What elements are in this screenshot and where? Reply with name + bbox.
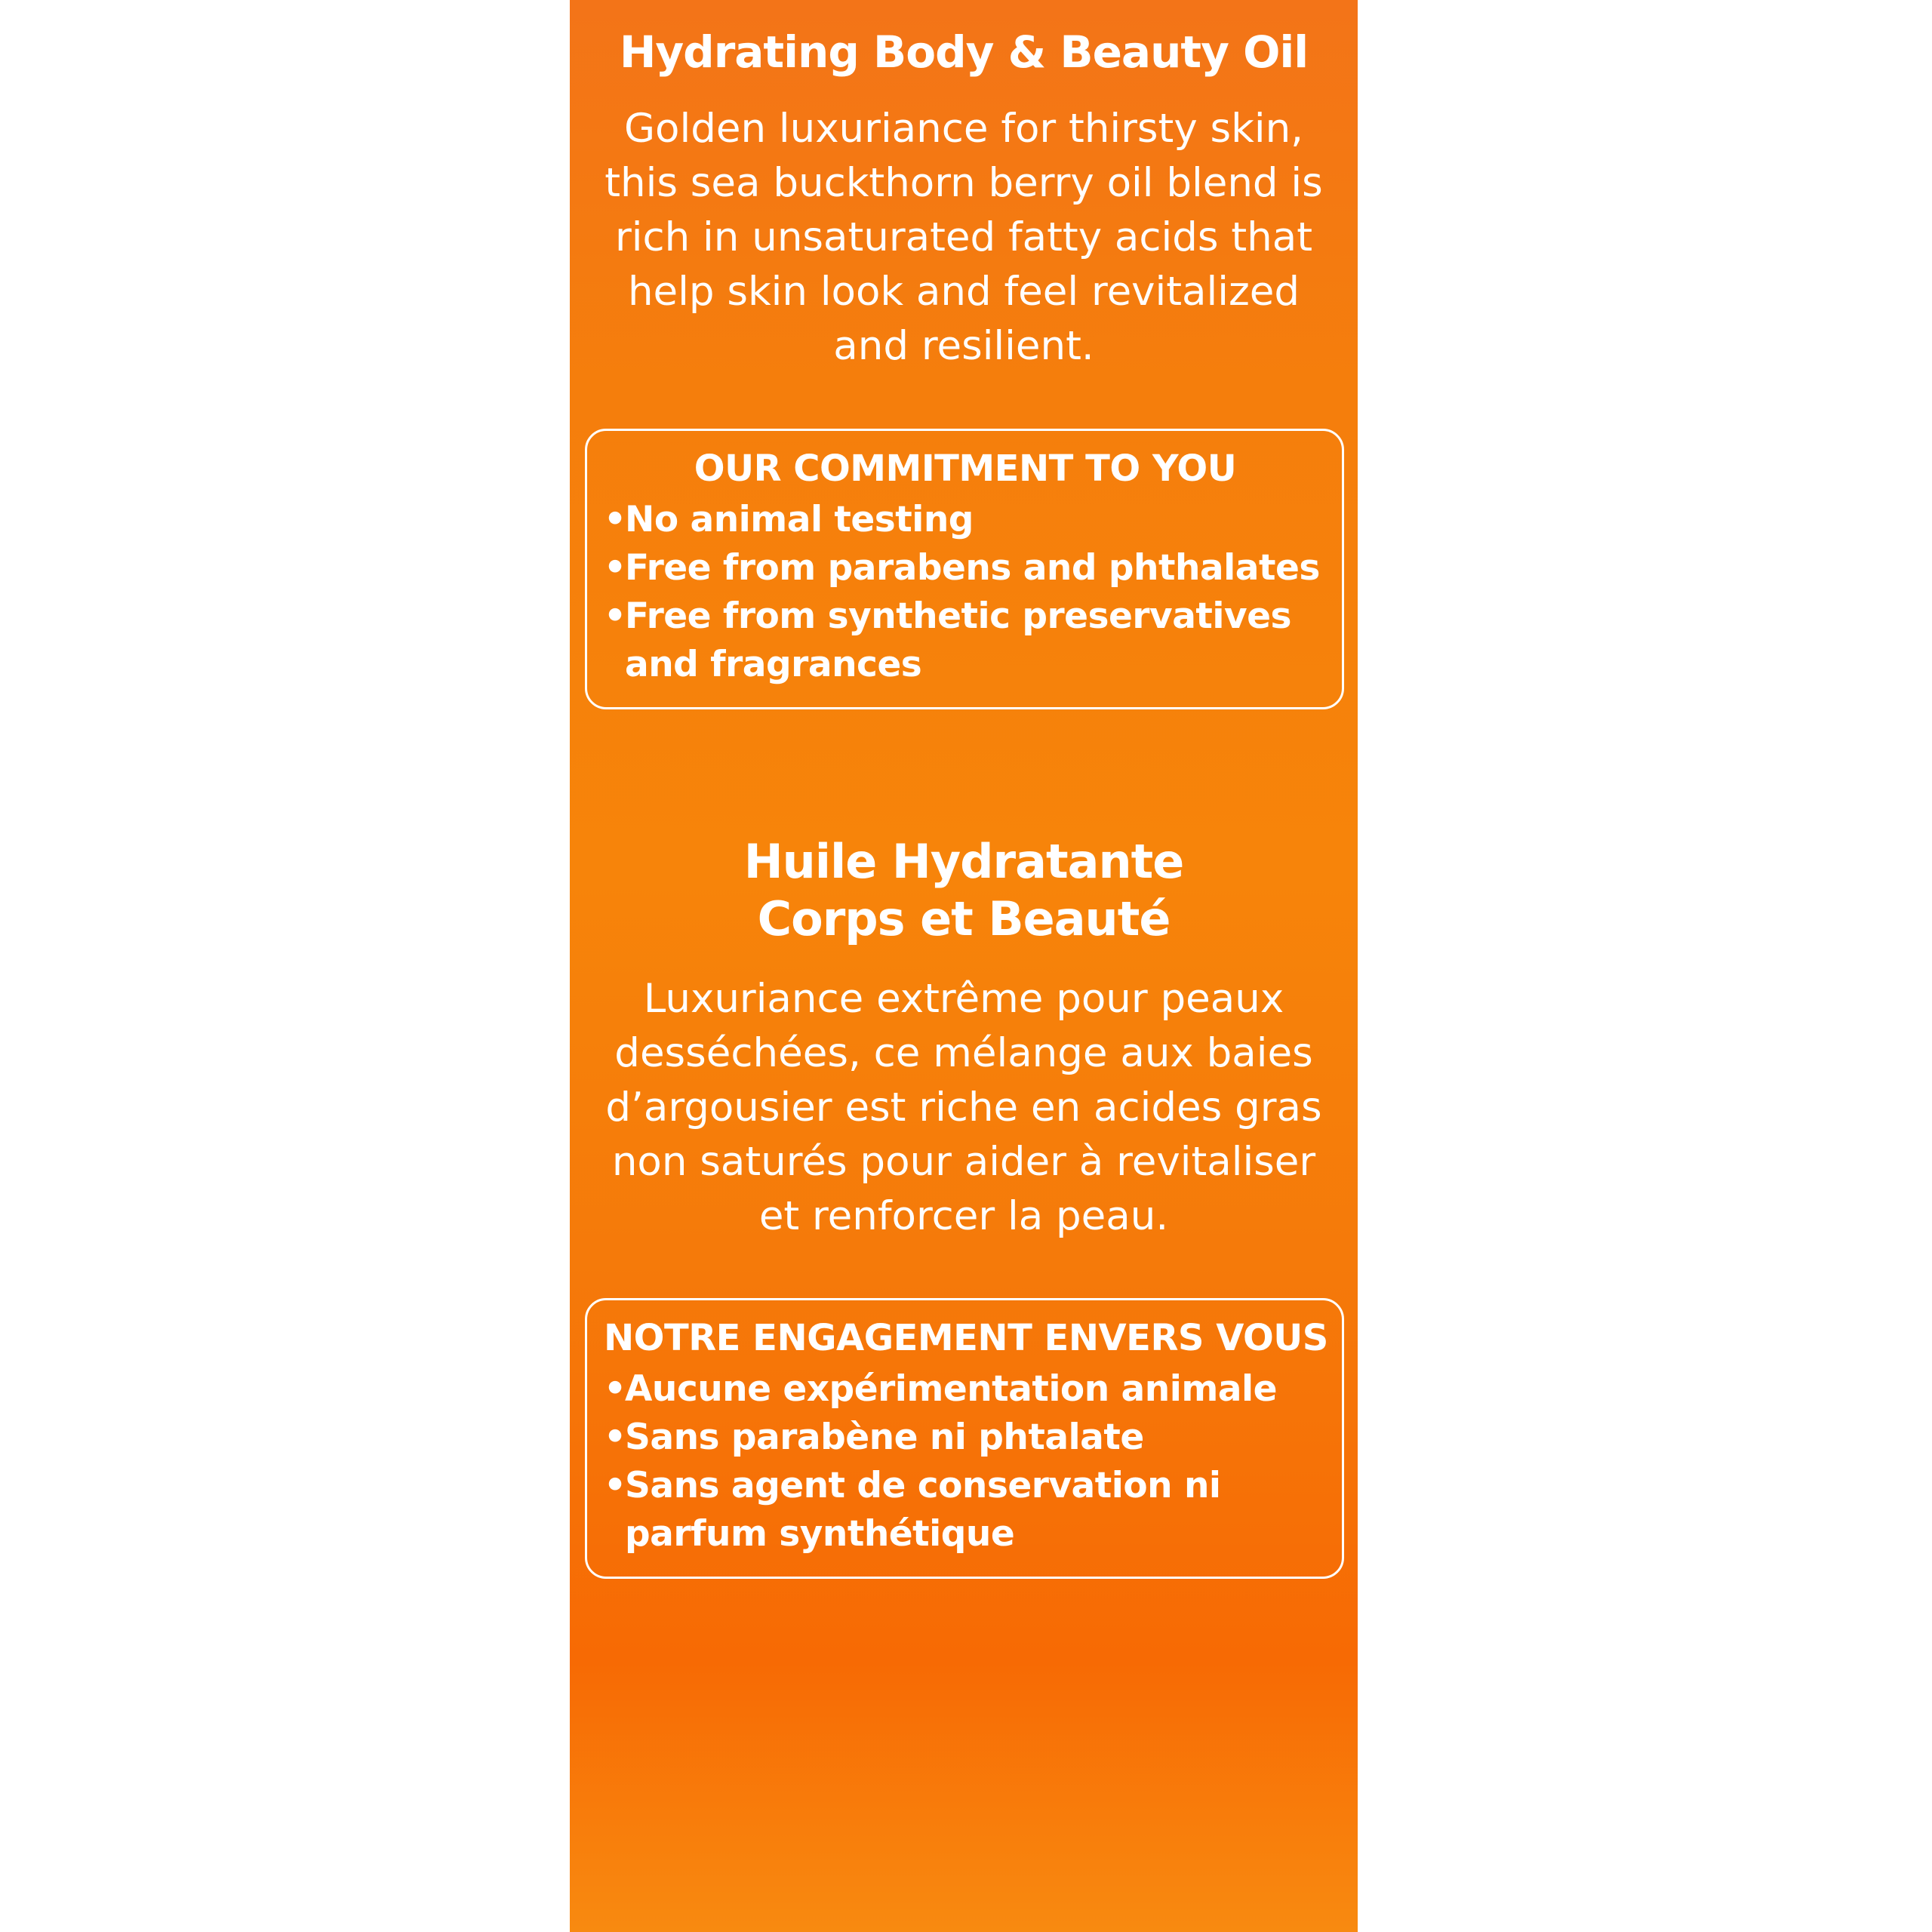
commitment-item-text: No animal testing bbox=[625, 499, 974, 540]
bullet-icon: • bbox=[604, 1465, 626, 1506]
commitment-item bbox=[604, 592, 1327, 689]
commitment-box-en bbox=[585, 429, 1344, 709]
commitment-item bbox=[604, 1462, 1327, 1558]
commitment-item bbox=[604, 544, 1327, 592]
bullet-icon: • bbox=[604, 499, 626, 540]
commitment-list-en bbox=[604, 496, 1327, 689]
commitment-heading-fr: NOTRE ENGAGEMENT ENVERS VOUS bbox=[604, 1317, 1328, 1359]
commitment-list-fr bbox=[604, 1365, 1327, 1558]
commitment-item-text: Free from synthetic preservatives and fragrances bbox=[625, 595, 1291, 685]
product-title-en: Hydrating Body & Beauty Oil bbox=[619, 26, 1309, 78]
orange-label-panel bbox=[570, 0, 1358, 1932]
bullet-icon: • bbox=[604, 595, 626, 637]
commitment-item-text: Free from parabens and phthalates bbox=[625, 547, 1320, 589]
commitment-item bbox=[604, 1365, 1327, 1414]
bullet-icon: • bbox=[604, 1417, 626, 1458]
commitment-heading-en: OUR COMMITMENT TO YOU bbox=[694, 448, 1237, 490]
commitment-item bbox=[604, 1414, 1327, 1462]
product-description-fr: Luxuriance extrême pour peaux desséchées, ce mélange aux baies d’argousier est riche en acides gras non saturés pour aider à revitaliser et renforcer la peau. bbox=[605, 976, 1322, 1239]
commitment-item-text: Sans agent de conservation ni parfum synthétique bbox=[625, 1465, 1221, 1555]
commitment-item-text: Sans parabène ni phtalate bbox=[625, 1417, 1144, 1458]
bullet-icon: • bbox=[604, 547, 626, 589]
commitment-item bbox=[604, 496, 1327, 544]
commitment-item-text: Aucune expérimentation animale bbox=[625, 1368, 1278, 1410]
product-title-fr-line2: Corps et Beauté bbox=[757, 891, 1171, 946]
commitment-box-fr bbox=[585, 1298, 1344, 1579]
product-title-fr-line1: Huile Hydratante bbox=[743, 834, 1184, 889]
product-title-fr bbox=[570, 833, 1358, 948]
product-description-en: Golden luxuriance for thirsty skin, this sea buckthorn berry oil blend is rich in unsaturated fatty acids that help skin look and feel revitalized and resilient. bbox=[605, 106, 1323, 369]
bullet-icon: • bbox=[604, 1368, 626, 1410]
